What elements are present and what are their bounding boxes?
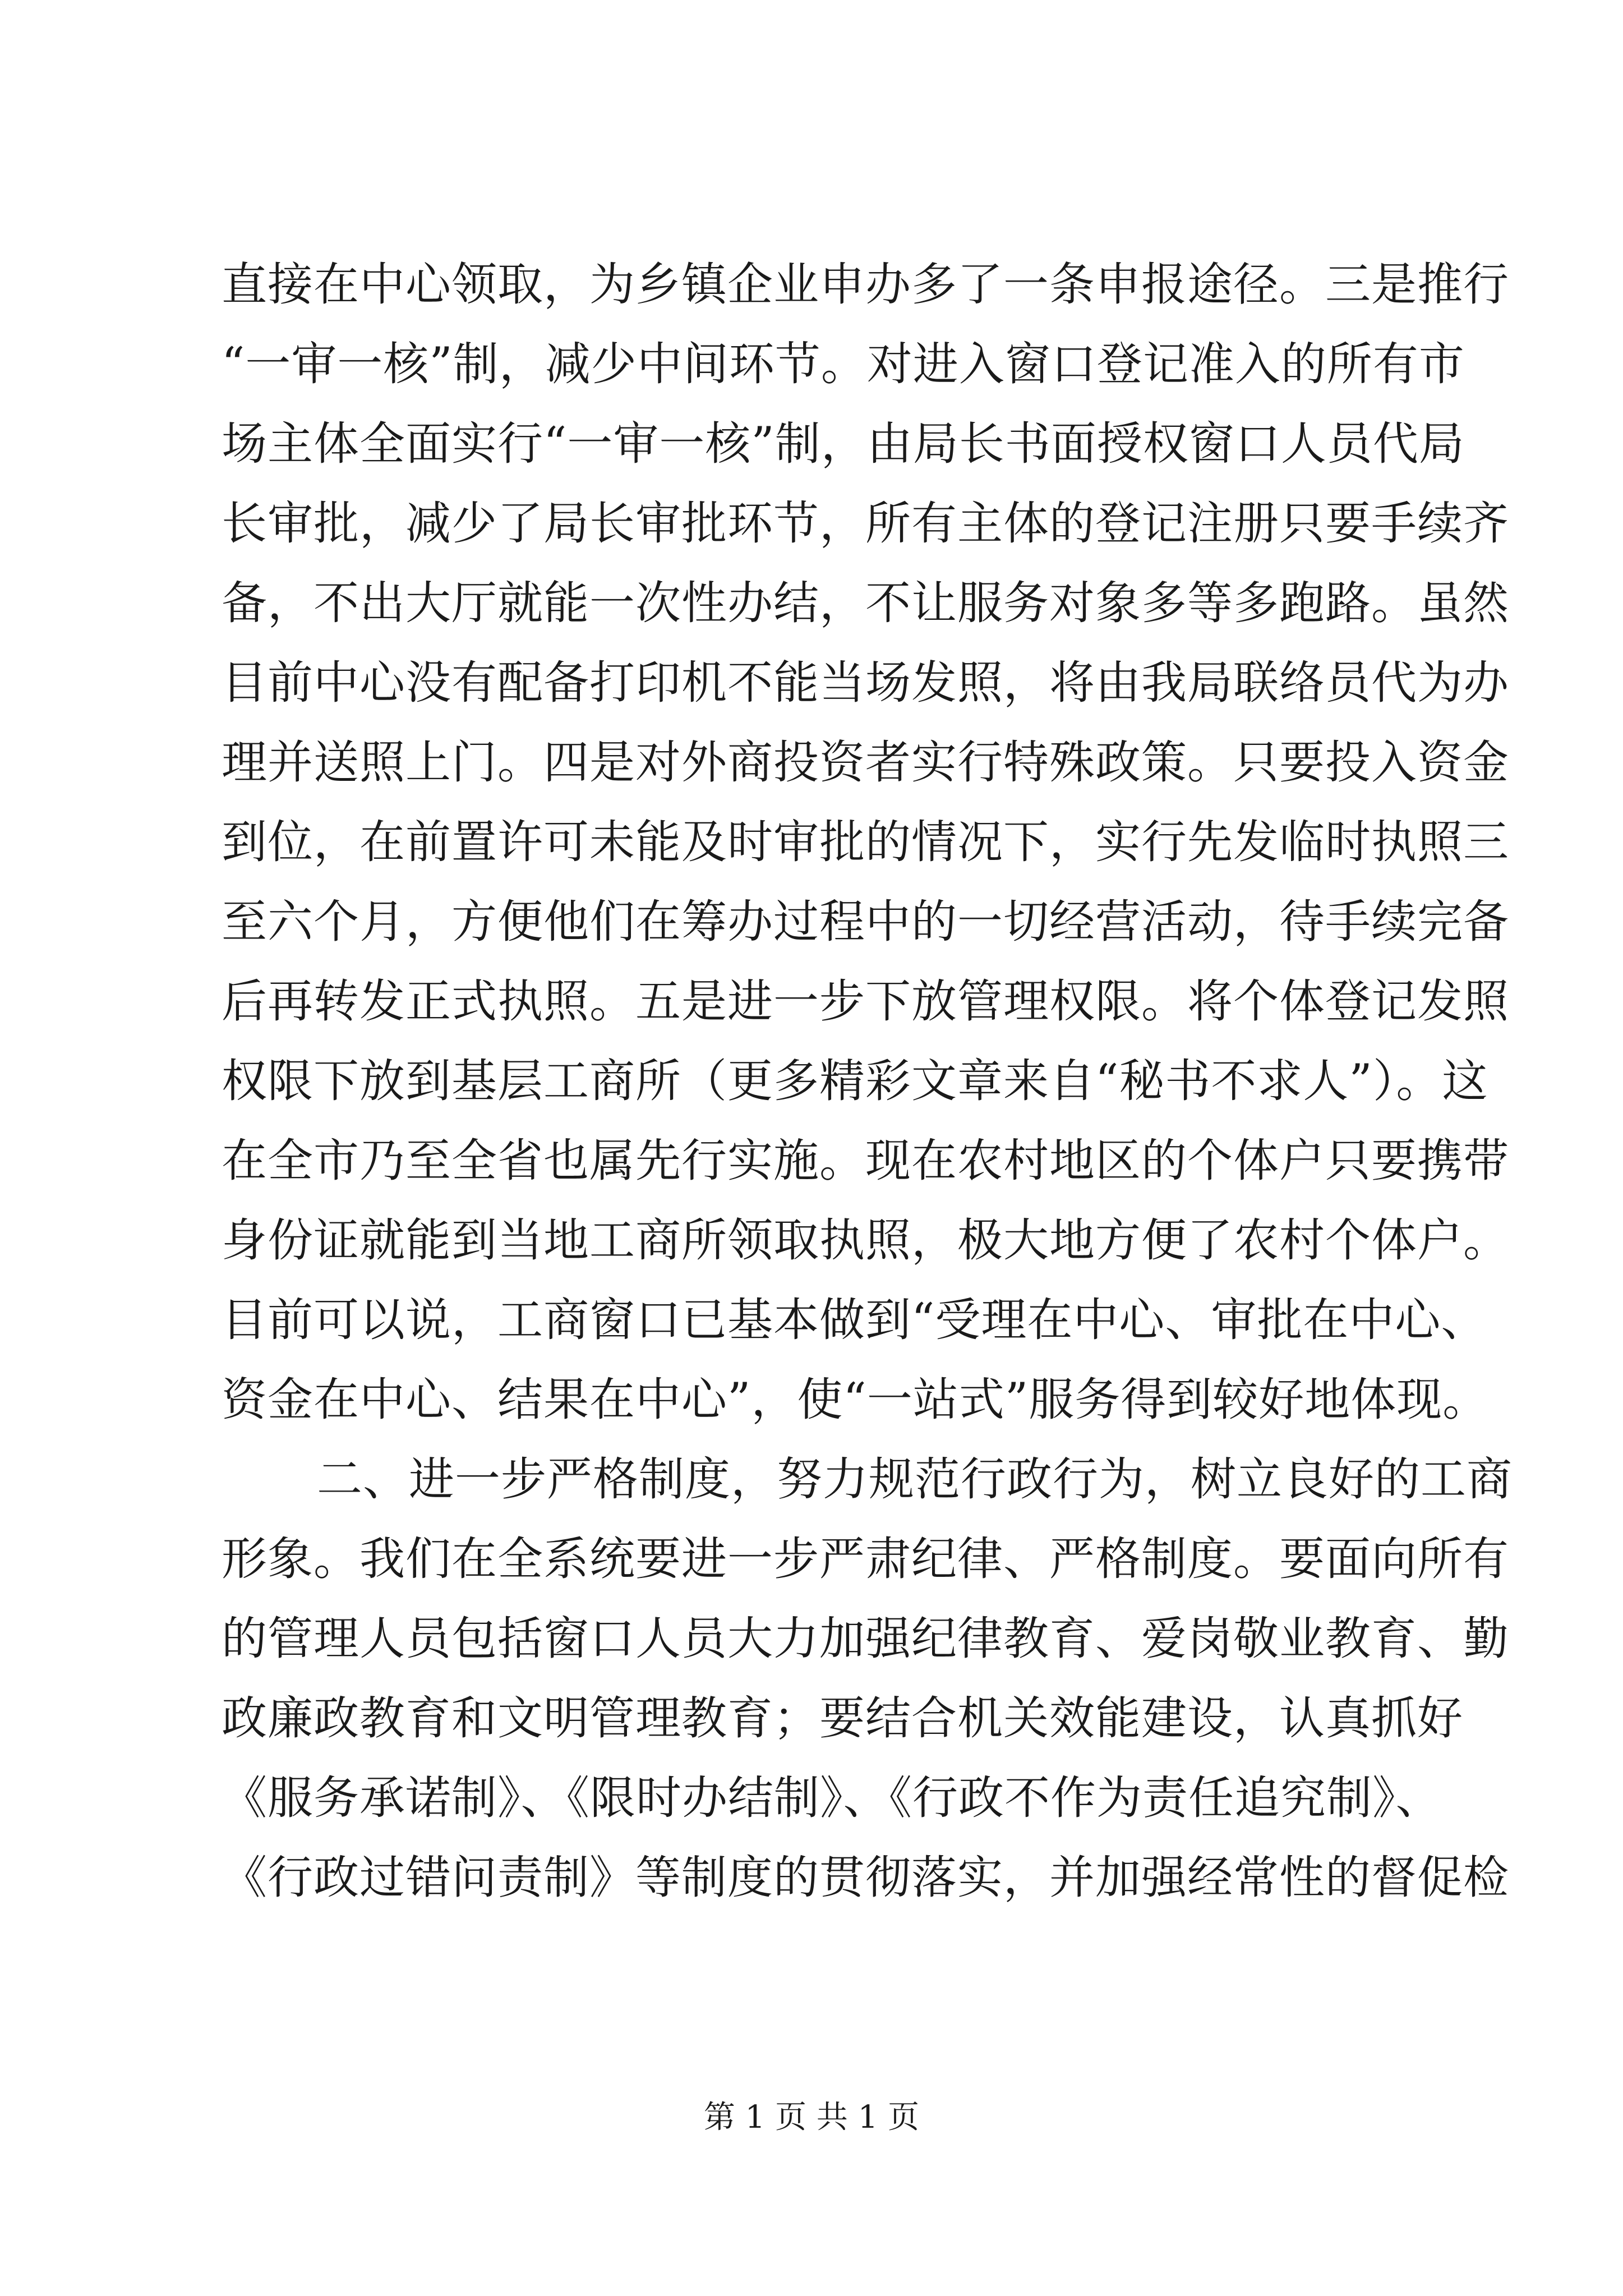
paragraph-start-line: 二、进一步严格制度，努力规范行政行为，树立良好的工商 <box>317 1453 1513 1506</box>
body-text-line: 长审批，减少了局长审批环节，所有主体的登记注册只要手续齐 <box>222 498 1510 550</box>
body-text-line: 《行政过错问责制》等制度的贯彻落实，并加强经常性的督促检 <box>222 1852 1510 1904</box>
page-number-footer: 第 1 页 共 1 页 <box>703 2099 920 2136</box>
body-text-line: 至六个月，方便他们在筹办过程中的一切经营活动，待手续完备 <box>222 896 1510 949</box>
body-text-line: 《服务承诺制》、《限时办结制》、《行政不作为责任追究制》、 <box>222 1772 1442 1825</box>
body-text-line: 在全市乃至全省也属先行实施。现在农村地区的个体户只要携带 <box>222 1135 1510 1188</box>
body-text-line: 资金在中心、结果在中心”，使“一站式”服务得到较好地体现。 <box>222 1374 1489 1427</box>
body-text-line: 直接在中心领取，为乡镇企业申办多了一条申报途径。三是推行 <box>222 259 1510 311</box>
body-text-line: 身份证就能到当地工商所领取执照，极大地方便了农村个体户。 <box>222 1214 1510 1267</box>
body-text-line: 目前可以说，工商窗口已基本做到“受理在中心、审批在中心、 <box>222 1294 1487 1347</box>
body-text-line: 形象。我们在全系统要进一步严肃纪律、严格制度。要面向所有 <box>222 1533 1510 1586</box>
body-text-line: 备，不出大厅就能一次性办结，不让服务对象多等多跑路。虽然 <box>222 577 1510 630</box>
body-text-line: 到位，在前置许可未能及时审批的情况下，实行先发临时执照三 <box>222 816 1510 869</box>
body-text-line: 后再转发正式执照。五是进一步下放管理权限。将个体登记发照 <box>222 976 1510 1028</box>
body-text-line: 场主体全面实行“一审一核”制，由局长书面授权窗口人员代局 <box>222 418 1465 471</box>
body-text-line: 政廉政教育和文明管理教育；要结合机关效能建设，认真抓好 <box>222 1692 1464 1745</box>
body-text-line: “一审一核”制，减少中间环节。对进入窗口登记准入的所有市 <box>222 338 1465 391</box>
body-text-line: 权限下放到基层工商所（更多精彩文章来自“秘书不求人”）。这 <box>222 1055 1488 1108</box>
body-text-line: 理并送照上门。四是对外商投资者实行特殊政策。只要投入资金 <box>222 737 1510 789</box>
body-text-line: 的管理人员包括窗口人员大力加强纪律教育、爱岗敬业教育、勤 <box>222 1613 1510 1665</box>
body-text-line: 目前中心没有配备打印机不能当场发照，将由我局联络员代为办 <box>222 657 1510 710</box>
